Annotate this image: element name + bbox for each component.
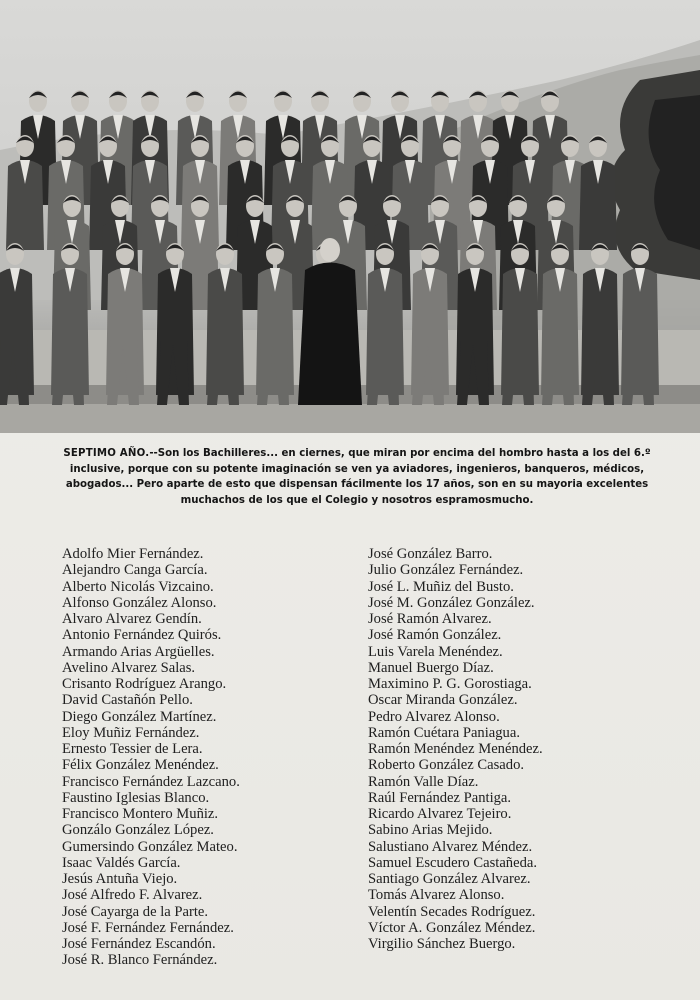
student-name: José Alfredo F. Alvarez.: [62, 887, 203, 904]
student-name: Santiago González Alvarez.: [368, 871, 531, 887]
student-name: Sabino Arias Mejido.: [368, 822, 493, 839]
student-name: Alberto Nicolás Vizcaino.: [62, 578, 214, 595]
student-name: Avelino Alvarez Salas.: [62, 659, 196, 676]
student-name: Armando Arias Argüelles.: [62, 643, 215, 660]
student-name: Luis Varela Menéndez.: [368, 643, 503, 660]
student-name: Isaac Valdés García.: [62, 854, 181, 871]
student-name: Alvaro Alvarez Gendín.: [62, 611, 202, 627]
student-name: José F. Fernández Fernández.: [62, 919, 234, 936]
student-name: David Castañón Pello.: [62, 692, 193, 709]
student-name: Faustino Iglesias Blanco.: [62, 789, 210, 806]
student-name: Francisco Montero Muñiz.: [62, 806, 219, 822]
student-name: José González Barro.: [368, 546, 493, 562]
student-name: Virgilio Sánchez Buergo.: [368, 936, 516, 952]
student-name: José Fernández Escandón.: [62, 936, 216, 952]
student-name: Víctor A. González Méndez.: [368, 919, 536, 936]
student-name: Samuel Escudero Castañeda.: [368, 854, 537, 871]
student-name: Ernesto Tessier de Lera.: [62, 741, 203, 757]
student-name: Tomás Alvarez Alonso.: [368, 887, 505, 904]
student-name: Antonio Fernández Quirós.: [62, 627, 222, 644]
student-name: José Ramón González.: [368, 627, 502, 644]
student-name: José M. González González.: [368, 594, 535, 611]
student-name: Oscar Miranda González.: [368, 692, 518, 709]
student-name: Ramón Menéndez Menéndez.: [368, 741, 543, 757]
student-name: Salustiano Alvarez Méndez.: [368, 838, 533, 855]
caption-text: --Son los Bachilleres... en ciernes, que miran por encima del hombro hasta a los del 6.º inclusive, porque con su potente imaginación se ven ya aviadores, ingenieros, banqueros, médicos, abogados... Pero aparte de esto que dispensan fácilmente los 17 años, son en su mayoria excelentes muchachos de los que el Colegio y nosotros espramosmucho.: [65, 448, 651, 506]
student-name: José R. Blanco Fernández.: [62, 952, 218, 969]
student-name: Alfonso González Alonso.: [62, 594, 217, 611]
student-name: Crisanto Rodríguez Arango.: [62, 676, 227, 692]
caption-heading: SEPTIMO AÑO.: [63, 448, 150, 459]
student-name: José L. Muñiz del Busto.: [368, 578, 514, 595]
class-group-photo: [0, 0, 700, 433]
student-name: Eloy Muñiz Fernández.: [62, 724, 200, 741]
student-name: José Cayarga de la Parte.: [62, 903, 209, 920]
student-name: Ramón Valle Díaz.: [368, 773, 479, 790]
photo-caption: [62, 446, 652, 508]
student-name: Gonzálo González López.: [62, 822, 214, 839]
student-name: Gumersindo González Mateo.: [62, 838, 238, 855]
student-name: José Ramón Alvarez.: [368, 611, 492, 627]
student-name: Jesús Antuña Viejo.: [62, 871, 178, 887]
student-name: Adolfo Mier Fernández.: [62, 546, 204, 562]
student-name: Ricardo Alvarez Tejeiro.: [368, 806, 512, 822]
names-column-right: [368, 546, 668, 952]
student-name: Félix González Menéndez.: [62, 757, 219, 774]
student-name: Julio González Fernández.: [368, 562, 524, 579]
names-column-left: [62, 546, 362, 969]
student-name: Alejandro Canga García.: [62, 562, 208, 579]
photo-illustration: [0, 0, 700, 433]
student-name: Maximino P. G. Gorostiaga.: [368, 676, 532, 692]
student-name: Roberto González Casado.: [368, 757, 525, 774]
student-name: Ramón Cuétara Paniagua.: [368, 724, 520, 741]
student-name: Diego González Martínez.: [62, 708, 217, 725]
student-name: Pedro Alvarez Alonso.: [368, 708, 500, 725]
student-name: Francisco Fernández Lazcano.: [62, 773, 240, 790]
student-name: Manuel Buergo Díaz.: [368, 659, 494, 676]
student-name: Raúl Fernández Pantiga.: [368, 789, 512, 806]
student-name: Velentín Secades Rodríguez.: [368, 903, 536, 920]
